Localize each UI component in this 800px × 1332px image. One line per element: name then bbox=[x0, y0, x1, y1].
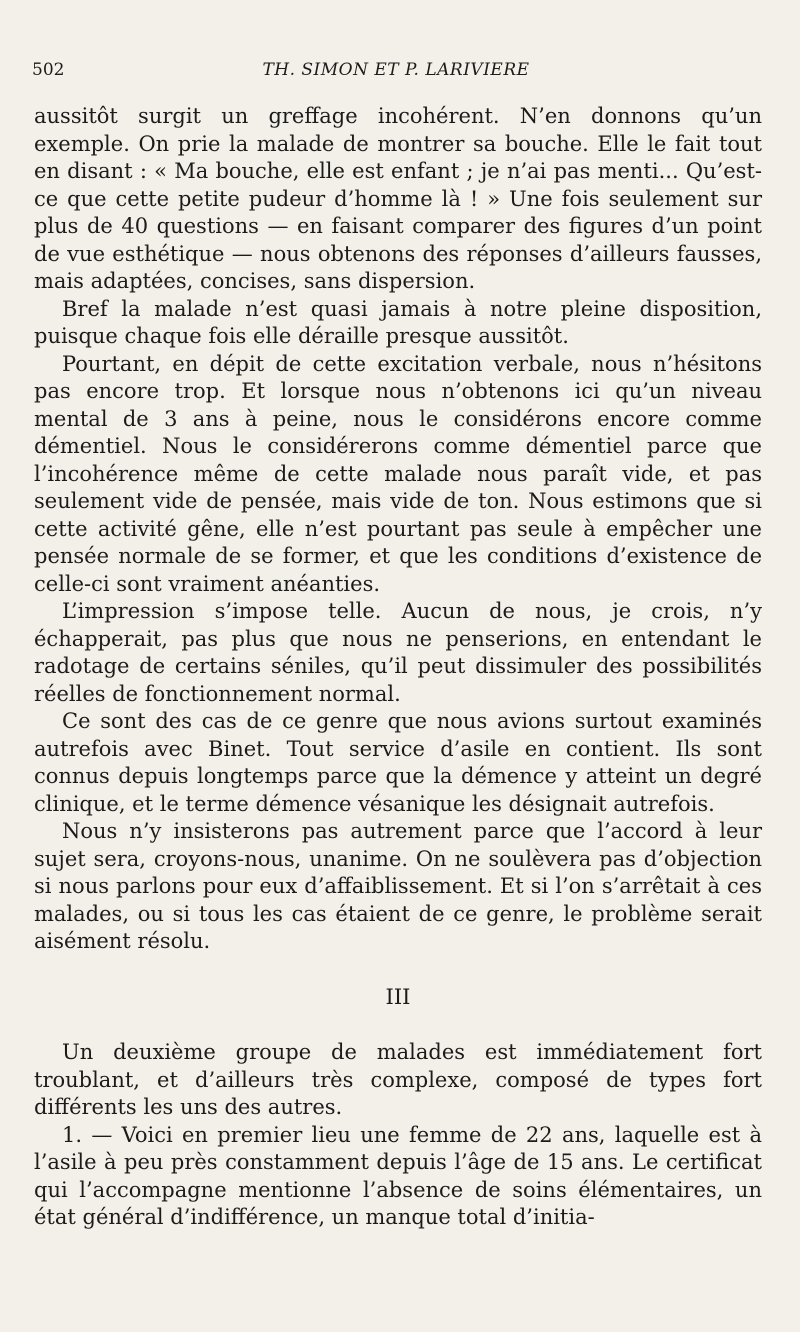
paragraph: Pourtant, en dépit de cette excitation verbale, nous n’hésitons pas encore trop. Et lorsque nous n’obtenons ici qu’un niveau mental de 3 ans à peine, nous le considérons encore comme démentiel. Nous le considérerons comme démentiel parce que l’incohérence même de cette malade nous paraît vide, et pas seulement vide de pensée, mais vide de ton. Nous estimons que si cette activité gêne, elle n’est pourtant pas seule à empêcher une pensée normale de se former, et que les conditions d’existence de celle-ci sont vraiment anéanties. bbox=[34, 351, 762, 596]
paragraph: Un deuxième groupe de malades est immédiatement fort troublant, et d’ailleurs très complexe, composé de types fort différents les uns des autres. bbox=[34, 1040, 762, 1119]
running-head bbox=[32, 60, 760, 86]
paragraph: 1. — Voici en premier lieu une femme de 22 ans, laquelle est à l’asile à peu près constamment depuis l’âge de 15 ans. Le certificat qui l’accompagne mentionne l’absence de soins élémentaires, un état général d’indifférence, un manque total d’initia- bbox=[34, 1122, 762, 1229]
paragraph: Nous n’y insisterons pas autrement parce que l’accord à leur sujet sera, croyons-nous, unanime. On ne soulèvera pas d’objection si nous parlons pour eux d’affaiblissement. Et si l’on s’arrêtait à ces malades, ou si tous les cas étaient de ce genre, le problème serait aisément résolu. bbox=[34, 819, 762, 953]
body-text bbox=[34, 103, 762, 1232]
running-head-authors: TH. SIMON ET P. LARIVIERE bbox=[262, 60, 530, 80]
paragraph: Ce sont des cas de ce genre que nous avions surtout examinés autrefois avec Binet. Tout service d’asile en contient. Ils sont connus depuis longtemps parce que la démence y atteint un degré clinique, et le terme démence vésanique les désignait autrefois. bbox=[34, 709, 762, 816]
section-heading: III bbox=[385, 984, 411, 1009]
page-number: 502 bbox=[32, 60, 65, 80]
paragraph: Bref la malade n’est quasi jamais à notre pleine disposition, puisque chaque fois elle déraille presque aussitôt. bbox=[34, 296, 762, 348]
paragraph: L’impression s’impose telle. Aucun de nous, je crois, n’y échapperait, pas plus que nous ne penserions, en entendant le radotage de certains séniles, qu’il peut dissimuler des possibilités réelles de fonctionnement normal. bbox=[34, 599, 762, 706]
paragraph: aussitôt surgit un greffage incohérent. N’en donnons qu’un exemple. On prie la malade de montrer sa bouche. Elle le fait tout en disant : « Ma bouche, elle est enfant ; je n’ai pas menti... Qu’est-ce que cette petite pudeur d’homme là ! » Une fois seulement sur plus de 40 questions — en faisant comparer des figures d’un point de vue esthétique — nous obtenons des réponses d’ailleurs fausses, mais adaptées, concises, sans dispersion. bbox=[34, 104, 762, 293]
